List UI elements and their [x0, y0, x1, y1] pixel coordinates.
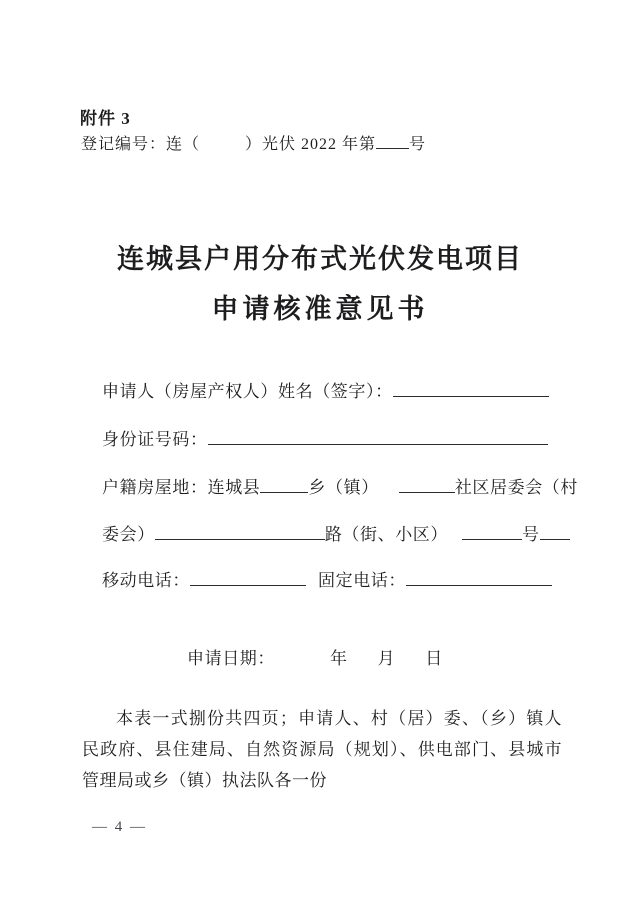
- day-blank: [395, 649, 425, 664]
- copies-note: 本表一式捌份共四页；申请人、村（居）委、（乡）镇人民政府、县住建局、自然资源局（规划）、供电部门、县城市管理局或乡（镇）执法队各一份: [82, 709, 562, 790]
- street-name-blank: [155, 524, 325, 540]
- month-label: 月: [377, 649, 396, 668]
- community-name-blank: [399, 477, 455, 493]
- committee-address-row: [102, 524, 570, 546]
- registration-prefix: 登记编号：连（: [81, 136, 201, 153]
- number-label: 号: [522, 525, 540, 544]
- registration-middle: ）光伏 2022 年第: [245, 136, 377, 153]
- road-label: 路（街、小区）: [324, 525, 449, 544]
- township-label: 乡（镇）: [308, 478, 379, 497]
- phone-gap: [306, 571, 318, 586]
- id-number-row: [102, 429, 548, 451]
- applicant-signature-blank: [393, 381, 549, 397]
- address-prefix-label: 户籍房屋地：连城县: [102, 478, 261, 497]
- year-label: 年: [330, 649, 348, 668]
- registration-line: [81, 131, 426, 154]
- mobile-phone-label: 移动电话：: [102, 571, 190, 590]
- landline-blank: [406, 570, 552, 586]
- address-gap: [379, 478, 399, 493]
- id-number-blank: [208, 429, 548, 445]
- attachment-label: 附件 3: [80, 109, 131, 128]
- registration-paren-blank: [200, 134, 245, 149]
- id-number-label: 身份证号码：: [102, 430, 208, 449]
- document-title-line2: 申请核准意见书: [211, 294, 429, 324]
- date-label: 申请日期：: [187, 649, 275, 668]
- applicant-name-row: [102, 381, 549, 403]
- township-name-blank: [260, 477, 308, 493]
- road-gap: [448, 525, 462, 540]
- landline-label: 固定电话：: [318, 571, 406, 590]
- application-date-row: [187, 648, 443, 670]
- committee-label: 委会）: [102, 525, 155, 544]
- mobile-phone-blank: [190, 570, 306, 586]
- year-blank: [275, 649, 330, 664]
- month-blank: [348, 649, 378, 664]
- day-label: 日: [425, 649, 443, 668]
- number-suffix-blank: [540, 524, 570, 540]
- phone-row: [102, 570, 552, 592]
- house-number-blank: [462, 524, 522, 540]
- registration-suffix: 号: [409, 136, 427, 153]
- community-label: 社区居委会（村: [454, 478, 579, 497]
- applicant-name-label: 申请人（房屋产权人）姓名（签字）：: [102, 382, 393, 401]
- document-title-line1: 连城县户用分布式光伏发电项目: [117, 244, 523, 274]
- registration-serial-blank: [376, 133, 409, 149]
- address-row: [102, 477, 578, 499]
- page-number: — 4 —: [92, 819, 147, 835]
